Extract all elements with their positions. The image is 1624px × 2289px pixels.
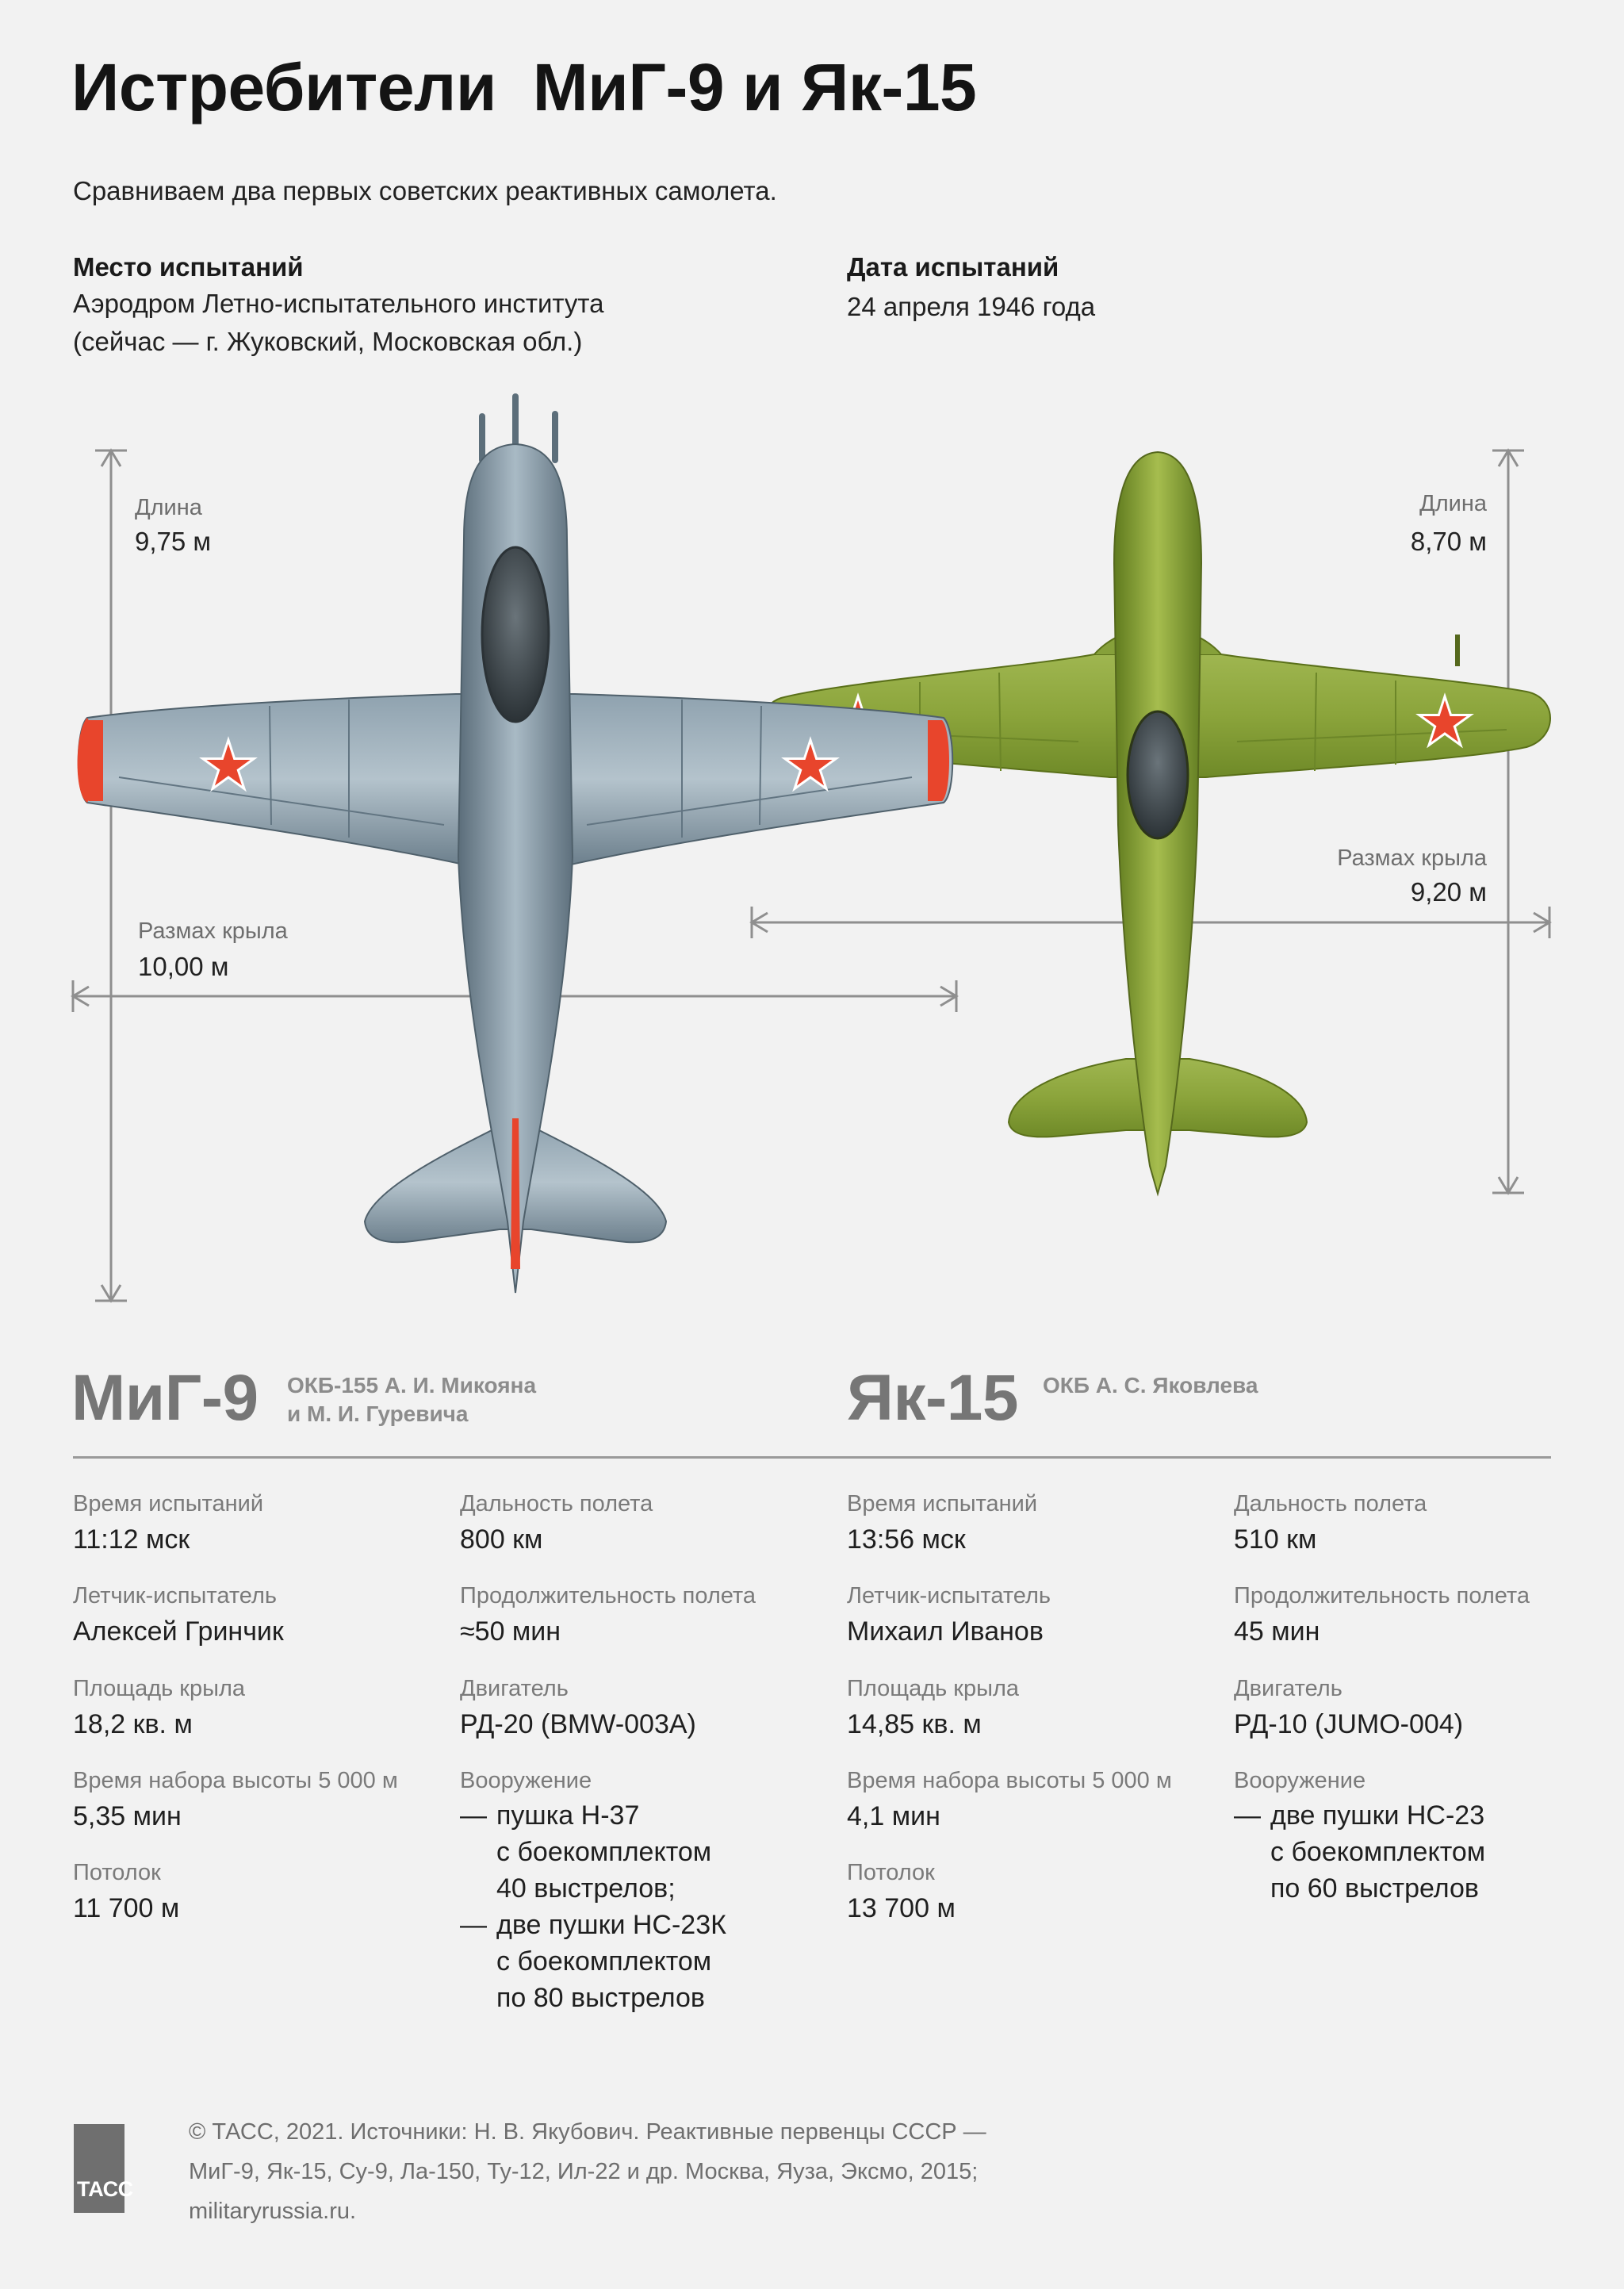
tass-logo-text: ТАСС (77, 2177, 133, 2201)
yak15-area-value: 14,85 кв. м (847, 1709, 982, 1739)
mig9-engine-label: Двигатель (460, 1676, 569, 1701)
mig9-name: МиГ-9 (71, 1362, 259, 1434)
mig9-pilot-value: Алексей Гринчик (73, 1616, 284, 1647)
tass-logo (74, 2124, 133, 2213)
yak15-time-label: Время испытаний (847, 1491, 1038, 1516)
mig9-length-value: 9,75 м (135, 527, 212, 556)
mig9-length-dimension (95, 451, 127, 1301)
mig9-length-label: Длина (135, 495, 202, 520)
mig9-climb-value: 5,35 мин (73, 1801, 182, 1831)
yak15-range-value: 510 км (1234, 1524, 1317, 1555)
yak15-pilot-value: Михаил Иванов (847, 1616, 1044, 1647)
yak15-armament-list (1234, 1797, 1485, 1907)
yak15-name: Як-15 (847, 1362, 1018, 1434)
yak15-engine-value: РД-10 (JUMO-004) (1234, 1709, 1464, 1739)
mig9-okb-line1: ОКБ-155 А. И. Микояна (287, 1373, 537, 1398)
yak15-aircraft (762, 452, 1550, 1194)
mig9-time-value: 11:12 мск (73, 1524, 190, 1555)
test-date-value: 24 апреля 1946 года (847, 292, 1096, 321)
mig9-ceiling-label: Потолок (73, 1860, 161, 1885)
yak15-duration-label: Продолжительность полета (1234, 1583, 1530, 1608)
page-subtitle: Сравниваем два первых советских реактивных самолета. (73, 176, 777, 205)
yak15-time-value: 13:56 мск (847, 1524, 966, 1555)
yak15-length-label: Длина (1419, 491, 1487, 516)
section-divider (73, 1456, 1551, 1459)
yak15-length-value: 8,70 м (1410, 527, 1487, 556)
mig9-duration-label: Продолжительность полета (460, 1583, 756, 1608)
yak15-okb: ОКБ А. С. Яковлева (1043, 1373, 1258, 1398)
test-place-label: Место испытаний (73, 252, 304, 282)
test-place-line1: Аэродром Летно-испытательного института (73, 289, 604, 318)
mig9-armament-label: Вооружение (460, 1768, 592, 1793)
mig9-range-label: Дальность полета (460, 1491, 653, 1516)
mig9-span-label: Размах крыла (138, 918, 288, 944)
mig9-duration-value: ≈50 мин (460, 1616, 561, 1647)
mig9-area-value: 18,2 кв. м (73, 1709, 193, 1739)
yak15-climb-label: Время набора высоты 5 000 м (847, 1768, 1172, 1793)
yak15-area-label: Площадь крыла (847, 1676, 1020, 1701)
yak15-engine-label: Двигатель (1234, 1676, 1342, 1701)
yak15-span-value: 9,20 м (1410, 877, 1487, 907)
mig9-ceiling-value: 11 700 м (73, 1893, 180, 1923)
mig9-armament-item: — пушка Н-37 с боекомплектом 40 выстрелов; (460, 1800, 712, 1904)
mig9-armament-item: — две пушки НС-23К с боекомплектом по 80 выстрелов (460, 1910, 726, 2013)
test-place-line2: (сейчас — г. Жуковский, Московская обл.) (73, 327, 583, 356)
yak15-armament-item: — две пушки НС-23 с боекомплектом по 60 выстрелов (1234, 1800, 1486, 1904)
mig9-armament-list (460, 1797, 726, 2016)
yak15-climb-value: 4,1 мин (847, 1801, 940, 1831)
mig9-time-label: Время испытаний (73, 1491, 264, 1516)
mig9-range-value: 800 км (460, 1524, 543, 1555)
yak15-length-dimension (1492, 451, 1524, 1193)
yak15-span-label: Размах крыла (1337, 845, 1487, 871)
mig9-engine-value: РД-20 (BMW-003A) (460, 1709, 696, 1739)
yak15-range-label: Дальность полета (1234, 1491, 1427, 1516)
yak15-pilot-label: Летчик-испытатель (847, 1583, 1051, 1608)
test-date-label: Дата испытаний (847, 252, 1059, 282)
mig9-pilot-label: Летчик-испытатель (73, 1583, 277, 1608)
mig9-span-value: 10,00 м (138, 952, 229, 981)
yak15-ceiling-value: 13 700 м (847, 1893, 956, 1923)
yak15-ceiling-label: Потолок (847, 1860, 935, 1885)
page-title: Истребители МиГ-9 и Як-15 (71, 50, 977, 125)
yak15-armament-label: Вооружение (1234, 1768, 1366, 1793)
mig9-area-label: Площадь крыла (73, 1676, 246, 1701)
mig9-climb-label: Время набора высоты 5 000 м (73, 1768, 398, 1793)
yak15-duration-value: 45 мин (1234, 1616, 1320, 1647)
mig9-okb-line2: и М. И. Гуревича (287, 1401, 469, 1426)
footer-sources: © ТАСС, 2021. Источники: Н. В. Якубович. Реактивные первенцы СССР — МиГ-9, Як-15, Су-9, Ла-150, Ту-12, Ил-22 и др. Москва, Яуза, Эксмо, 2015; militaryrussia.ru. (189, 2119, 986, 2224)
